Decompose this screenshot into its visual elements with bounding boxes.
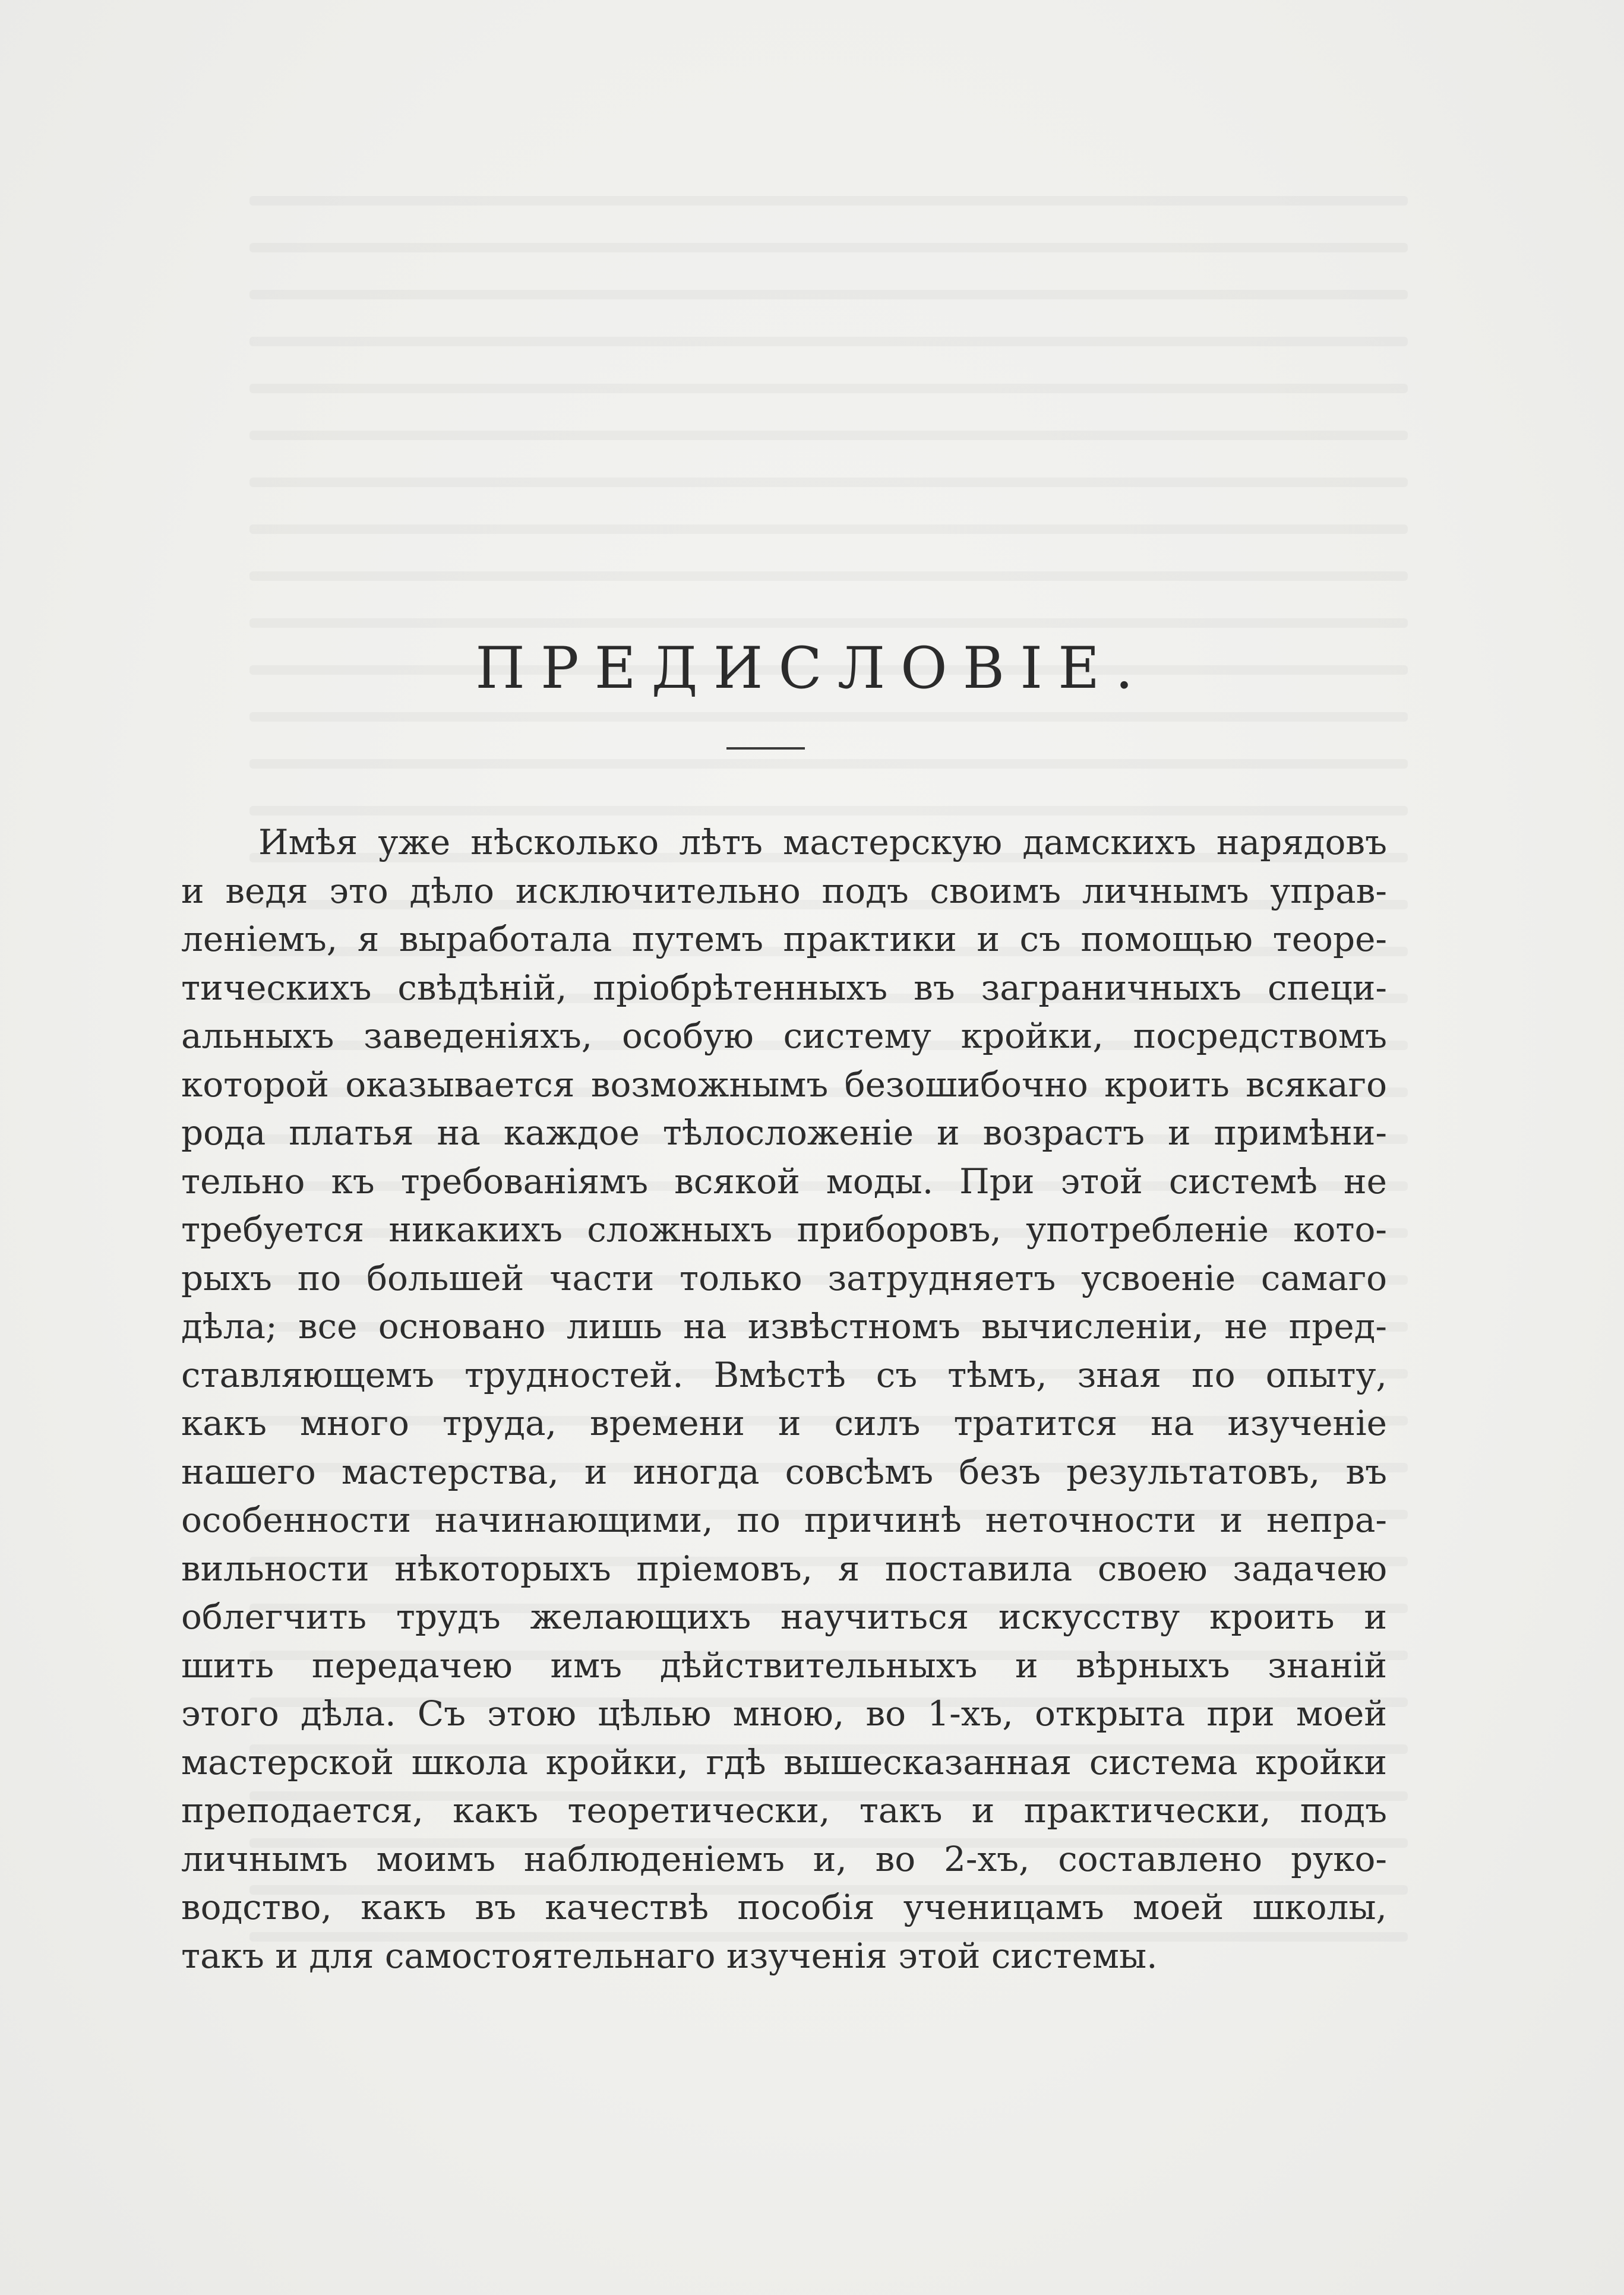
text-line: Имѣя уже нѣсколько лѣтъ мастерскую дамскихъ нарядовъ — [258, 822, 1387, 862]
text-line: которой оказывается возможнымъ безошибочно кроить всякаго — [181, 1064, 1387, 1105]
text-line: тическихъ свѣдѣній, пріобрѣтенныхъ въ заграничныхъ специ- — [181, 967, 1387, 1008]
text-line: леніемъ, я выработала путемъ практики и съ помощью теоре- — [181, 919, 1387, 959]
text-line: альныхъ заведеніяхъ, особую систему кройки, посредствомъ — [181, 1016, 1387, 1056]
text-line: водство, какъ въ качествѣ пособія ученицамъ моей школы, — [181, 1887, 1387, 1927]
text-line: нашего мастерства, и иногда совсѣмъ безъ результатовъ, въ — [181, 1451, 1387, 1492]
text-line: мастерской школа кройки, гдѣ вышесказанная система кройки — [181, 1741, 1387, 1782]
text-line: тельно къ требованіямъ всякой моды. При этой системѣ не — [181, 1161, 1387, 1202]
text-line: облегчить трудъ желающихъ научиться искусству кроить и — [181, 1597, 1387, 1637]
text-line: дѣла; все основано лишь на извѣстномъ вычисленіи, не пред- — [181, 1306, 1387, 1346]
text-line: рода платья на каждое тѣлосложеніе и возрастъ и примѣни- — [181, 1112, 1387, 1153]
text-line: ставляющемъ трудностей. Вмѣстѣ съ тѣмъ, зная по опыту, — [181, 1354, 1387, 1395]
text-line: и ведя это дѣло исключительно подъ своимъ личнымъ управ- — [181, 870, 1387, 911]
text-line: вильности нѣкоторыхъ пріемовъ, я поставила своею задачею — [181, 1548, 1387, 1589]
text-line: этого дѣла. Съ этою цѣлью мною, во 1-хъ, открыта при моей — [181, 1693, 1387, 1734]
text-line: рыхъ по большей части только затрудняетъ усвоеніе самаго — [181, 1257, 1387, 1298]
text-line: преподается, какъ теоретически, такъ и практически, подъ — [181, 1790, 1387, 1831]
preface-body — [181, 823, 1387, 1984]
text-line: требуется никакихъ сложныхъ приборовъ, употребленіе кото- — [181, 1209, 1387, 1250]
text-line: такъ и для самостоятельнаго изученія этой системы. — [181, 1935, 1158, 1976]
text-line: шить передачею имъ дѣйствительныхъ и вѣрныхъ знаній — [181, 1645, 1387, 1686]
page-title: ПРЕДИСЛОВІЕ. — [475, 635, 1149, 702]
text-line: особенности начинающими, по причинѣ неточности и непра- — [181, 1500, 1387, 1540]
text-line: какъ много труда, времени и силъ тратится на изученіе — [181, 1403, 1387, 1443]
title-divider — [726, 747, 805, 750]
text-line: личнымъ моимъ наблюденіемъ и, во 2-хъ, составлено руко- — [181, 1838, 1387, 1879]
